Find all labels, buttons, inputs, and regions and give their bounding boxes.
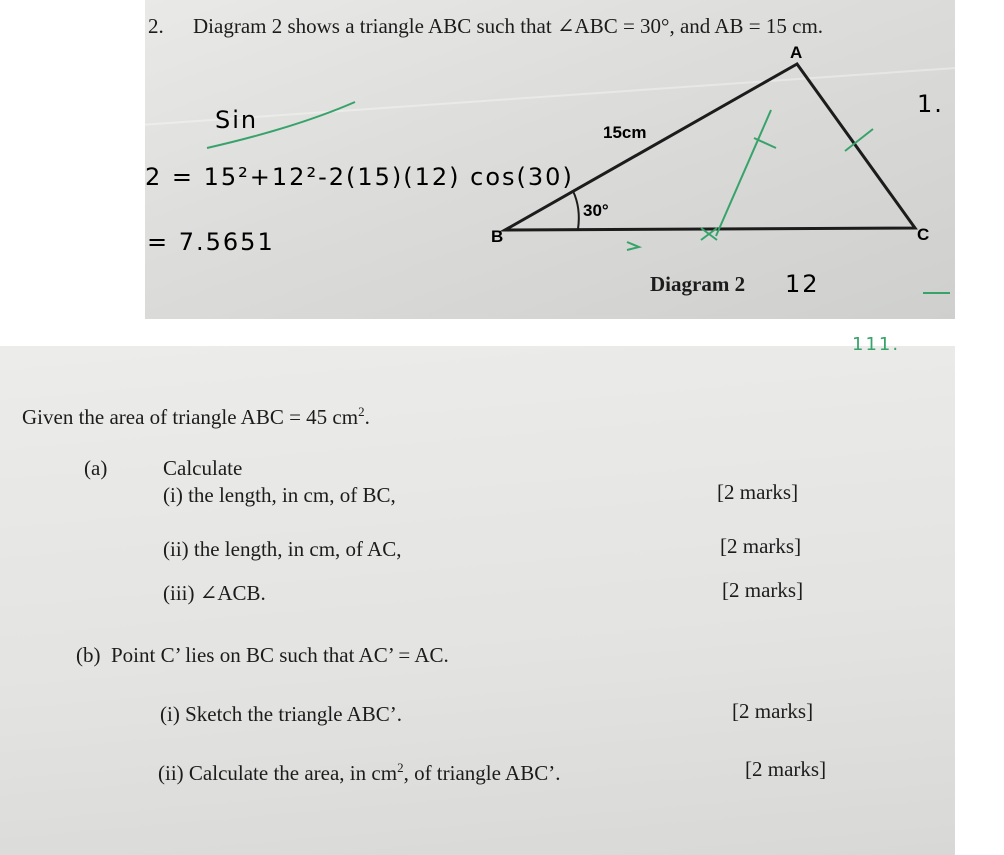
handwritten-bc-value: 12 <box>785 270 820 298</box>
part-a-item-1: (i) the length, in cm, of BC, <box>163 483 396 507</box>
triangle-diagram <box>145 0 955 319</box>
part-a-item-2-marks: [2 marks] <box>720 534 802 558</box>
part-a-label: (a) <box>84 456 108 480</box>
part-b-item-1: (i) Sketch the triangle ABC’. <box>160 702 403 726</box>
part-b-item-1-marks: [2 marks] <box>732 699 814 723</box>
triangle-abc <box>505 64 915 230</box>
angle-b-label: 30° <box>583 201 609 220</box>
part-a-item-3-marks: [2 marks] <box>722 578 804 602</box>
vertex-c-label: C <box>917 225 930 244</box>
part-b-item-2-exponent: 2 <box>397 760 404 775</box>
top-photo <box>145 0 955 319</box>
part-b-item-2-suffix: , of triangle ABC’. <box>403 761 561 785</box>
arrow-mark <box>627 242 639 250</box>
part-b-item-2-marks: [2 marks] <box>745 757 827 781</box>
given-exponent: 2 <box>358 404 365 419</box>
handwritten-corner-note: 111. <box>852 334 901 355</box>
question-number: 2. <box>148 14 164 38</box>
vertex-b-label: B <box>491 227 504 246</box>
given-prefix: Given the area of triangle ABC = 45 cm <box>22 405 359 429</box>
handwritten-construction <box>207 102 950 293</box>
question-statement: Diagram 2 shows a triangle ABC such that ∠ABC = 30°, and AB = 15 cm. <box>193 14 824 38</box>
part-a-item-3: (iii) ∠ACB. <box>163 581 266 605</box>
part-b-statement: (b) Point C’ lies on BC such that AC’ = AC. <box>76 643 449 667</box>
diagram-caption: Diagram 2 <box>650 272 746 296</box>
part-a-item-1-marks: [2 marks] <box>717 480 799 504</box>
handwritten-equation: 2 = 15²+12²-2(15)(12) cos(30) <box>145 163 574 191</box>
altitude-line <box>716 110 771 236</box>
given-area <box>22 404 370 430</box>
side-ab-label: 15cm <box>603 123 647 142</box>
handwritten-result: = 7.5651 <box>147 228 275 256</box>
part-a-item-2: (ii) the length, in cm, of AC, <box>163 537 402 561</box>
handwritten-right-note: 1. <box>917 90 944 118</box>
given-suffix: . <box>364 405 370 429</box>
part-b-item-2 <box>158 760 560 786</box>
vertex-a-label: A <box>790 43 803 62</box>
part-a-intro: Calculate <box>163 456 243 480</box>
bottom-photo <box>0 334 955 855</box>
angle-arc-b <box>573 191 579 229</box>
part-b-item-2-prefix: (ii) Calculate the area, in cm <box>158 761 398 785</box>
handwritten-sin: Sin <box>215 106 259 134</box>
